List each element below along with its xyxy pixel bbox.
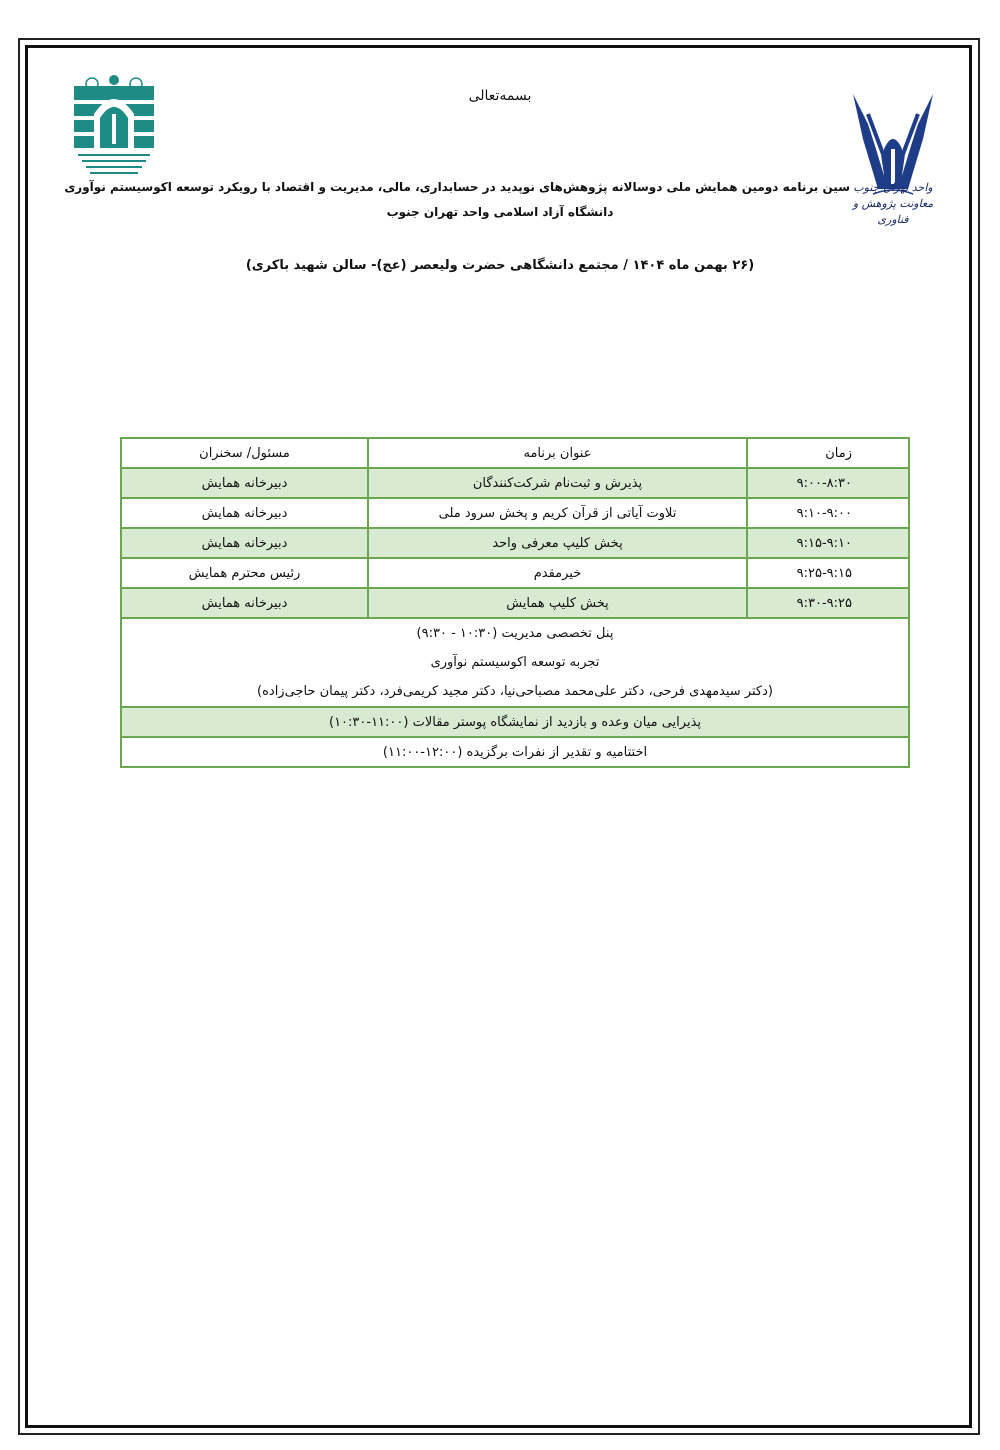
- panel-subtitle: تجربه توسعه اکوسیستم نوآوری: [430, 655, 600, 670]
- table-row: [121, 498, 909, 528]
- panel-row: [121, 618, 909, 707]
- conference-logo-icon: [68, 74, 160, 184]
- row-title: پذیرش و ثبت‌نام شرکت‌کنندگان: [368, 468, 747, 498]
- row-speaker: دبیرخانه همایش: [121, 528, 368, 558]
- panel-title: پنل تخصصی مدیریت (۱۰:۳۰ - ۹:۳۰): [416, 626, 614, 641]
- logo-caption: [838, 180, 948, 228]
- table-row: [121, 528, 909, 558]
- break-row: [121, 707, 909, 737]
- row-time: ۹:۱۵-۹:۱۰: [747, 528, 909, 558]
- table-row: [121, 468, 909, 498]
- table-row: [121, 588, 909, 618]
- row-speaker: دبیرخانه همایش: [121, 588, 368, 618]
- header-title: عنوان برنامه: [368, 438, 747, 468]
- logo-caption-line2: معاونت پژوهش و فناوری: [852, 197, 934, 226]
- panel-speakers: (دکتر سیدمهدی فرحی، دکتر علی‌محمد مصباحی‌نیا، دکتر مجید کریمی‌فرد، دکتر پیمان حاجی‌زاده): [257, 684, 773, 699]
- row-time: ۹:۳۰-۹:۲۵: [747, 588, 909, 618]
- closing-row: [121, 737, 909, 767]
- basmala: بسمه‌تعالی: [468, 88, 532, 104]
- row-title: خیرمقدم: [368, 558, 747, 588]
- row-time: ۹:۲۵-۹:۱۵: [747, 558, 909, 588]
- row-speaker: رئیس محترم همایش: [121, 558, 368, 588]
- schedule-table: [120, 437, 910, 768]
- panel-cell: [121, 618, 909, 707]
- row-time: ۹:۱۰-۹:۰۰: [747, 498, 909, 528]
- page-title: سین برنامه دومین همایش ملی دوسالانه پژوهش‌های نوپدید در حسابداری، مالی، مدیریت و اقتصاد با رویکرد توسعه اکوسیستم نوآوری: [64, 180, 850, 194]
- row-time: ۹:۰۰-۸:۳۰: [747, 468, 909, 498]
- closing-cell: اختتامیه و تقدیر از نفرات برگزیده (۱۲:۰۰-۱۱:۰۰): [121, 737, 909, 767]
- date-venue: (۲۶ بهمن ماه ۱۴۰۴ / مجتمع دانشگاهی حضرت ولیعصر (عج)- سالن شهید باکری): [245, 258, 755, 273]
- header-speaker: مسئول/ سخنران: [121, 438, 368, 468]
- row-title: پخش کلیپ معرفی واحد: [368, 528, 747, 558]
- row-speaker: دبیرخانه همایش: [121, 468, 368, 498]
- break-cell: پذیرایی میان وعده و بازدید از نمایشگاه پوستر مقالات (۱۱:۰۰-۱۰:۳۰): [121, 707, 909, 737]
- table-header-row: [121, 438, 909, 468]
- university-name: دانشگاه آزاد اسلامی واحد تهران جنوب: [386, 205, 614, 219]
- row-title: تلاوت آیاتی از قرآن کریم و پخش سرود ملی: [368, 498, 747, 528]
- table-row: [121, 558, 909, 588]
- logo-caption-line1: واحد تهران جنوب: [853, 181, 933, 194]
- header-time: زمان: [747, 438, 909, 468]
- row-title: پخش کلیپ همایش: [368, 588, 747, 618]
- row-speaker: دبیرخانه همایش: [121, 498, 368, 528]
